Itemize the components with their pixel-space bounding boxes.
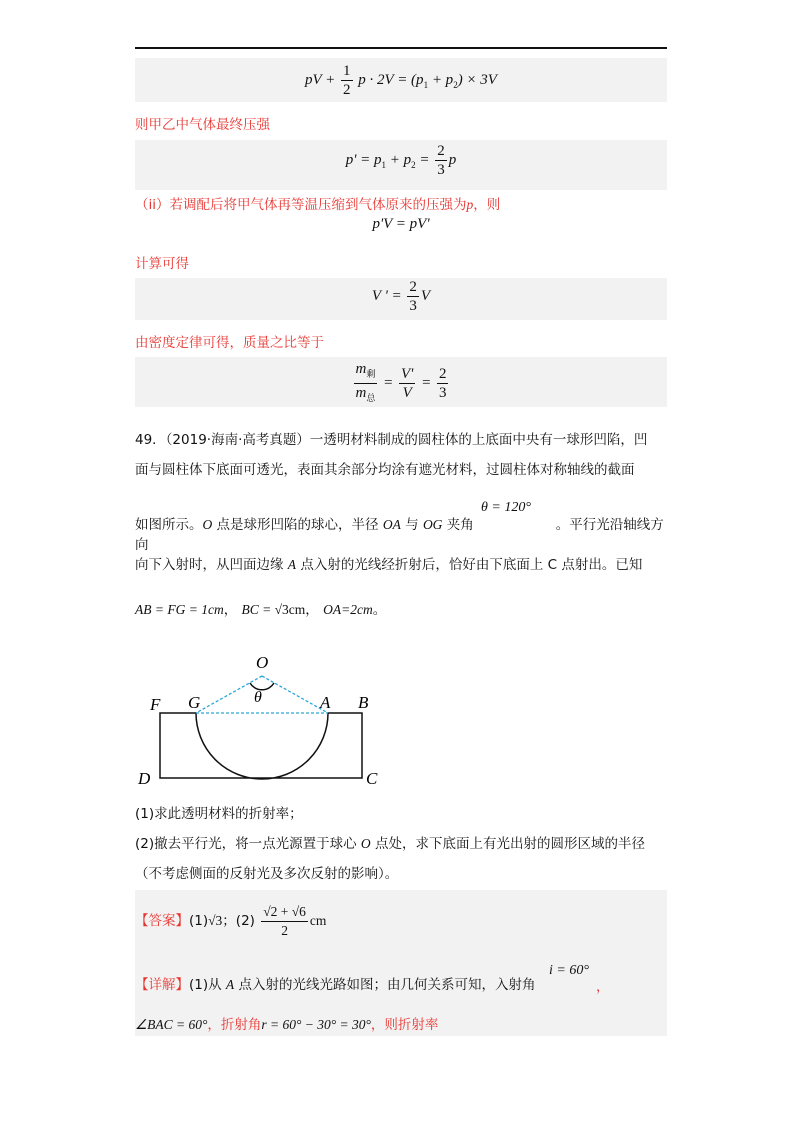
problem-49-givens: AB = FG = 1cm， BC = √3cm， OA=2cm。 (135, 602, 387, 618)
problem-49-line3: 如图所示。O 点是球形凹陷的球心，半径 OA 与 OG 夹角 。平行光沿轴线方向 (135, 517, 664, 553)
problem-49-line2: 面与圆柱体下底面可透光，表面其余部分均涂有遮光材料，过圆柱体对称轴线的截面 (135, 462, 635, 478)
theta-equation: θ = 120° (481, 500, 531, 515)
label-theta: θ (254, 689, 262, 706)
question-2-note: （不考虑侧面的反射光及多次反射的影响）。 (135, 866, 399, 882)
top-rule (135, 47, 667, 49)
problem-49-line1: 49．（2019·海南·高考真题）一透明材料制成的圆柱体的上底面中央有一球形凹陷，凹 (135, 432, 648, 448)
equation-4: V ' = $\frac{2}{3}$ V (371, 279, 431, 314)
detail-line-2: ∠BAC = 60°，折射角r = 60° − 30° = 30°，则折射率 (135, 1017, 439, 1033)
answer-line: 【答案】(1)√3；(2) $\frac{√2 + √6}{2}$ cm (135, 903, 327, 938)
text-density: 由密度定律可得，质量之比等于 (135, 335, 324, 351)
equation-2: $p' = p_1 + p_2$ = $\frac{2}{3}$ p (345, 143, 457, 178)
cylinder-cross-section-figure (130, 650, 400, 790)
detail-comma: ， (596, 979, 610, 995)
radius-OA-line (262, 676, 328, 713)
question-1: (1)求此透明材料的折射率； (135, 806, 303, 822)
equation-3: p'V = pV' (372, 216, 430, 232)
question-2: (2)撤去平行光，将一点光源置于球心 O 点处，求下底面上有光出射的圆形区域的半径 (135, 836, 645, 852)
equation-5: $\frac{m_剩}{m_总}$ = $\frac{V'}{V}$ = $\frac{2}{3}$ (355, 361, 447, 403)
label-D: D (138, 769, 151, 788)
label-O: O (256, 653, 269, 672)
cylinder-outline (160, 713, 362, 779)
equation-1: pV + $\frac{1}{2}$ $p \cdot 2V = (p_1 + p_2) \times 3V$ (305, 63, 497, 98)
label-C: C (366, 769, 378, 788)
text-final-pressure: 则甲乙中气体最终压强 (135, 117, 270, 133)
radius-OG-line (196, 676, 262, 713)
text-calc: 计算可得 (135, 256, 189, 272)
label-A: A (320, 693, 331, 712)
text-part-ii: （ii）若调配后将甲气体再等温压缩到气体原来的压强为p，则 (135, 197, 501, 213)
label-F: F (150, 695, 161, 714)
label-B: B (358, 693, 369, 712)
detail-line-1: 【详解】(1)从 A 点入射的光线光路如图；由几何关系可知，入射角 (135, 977, 536, 993)
label-G: G (188, 693, 201, 712)
incident-angle-equation: i = 60° (549, 963, 589, 978)
problem-49-line4: 向下入射时，从凹面边缘 A 点入射的光线经折射后，恰好由下底面上 C 点射出。已知 (135, 557, 643, 573)
